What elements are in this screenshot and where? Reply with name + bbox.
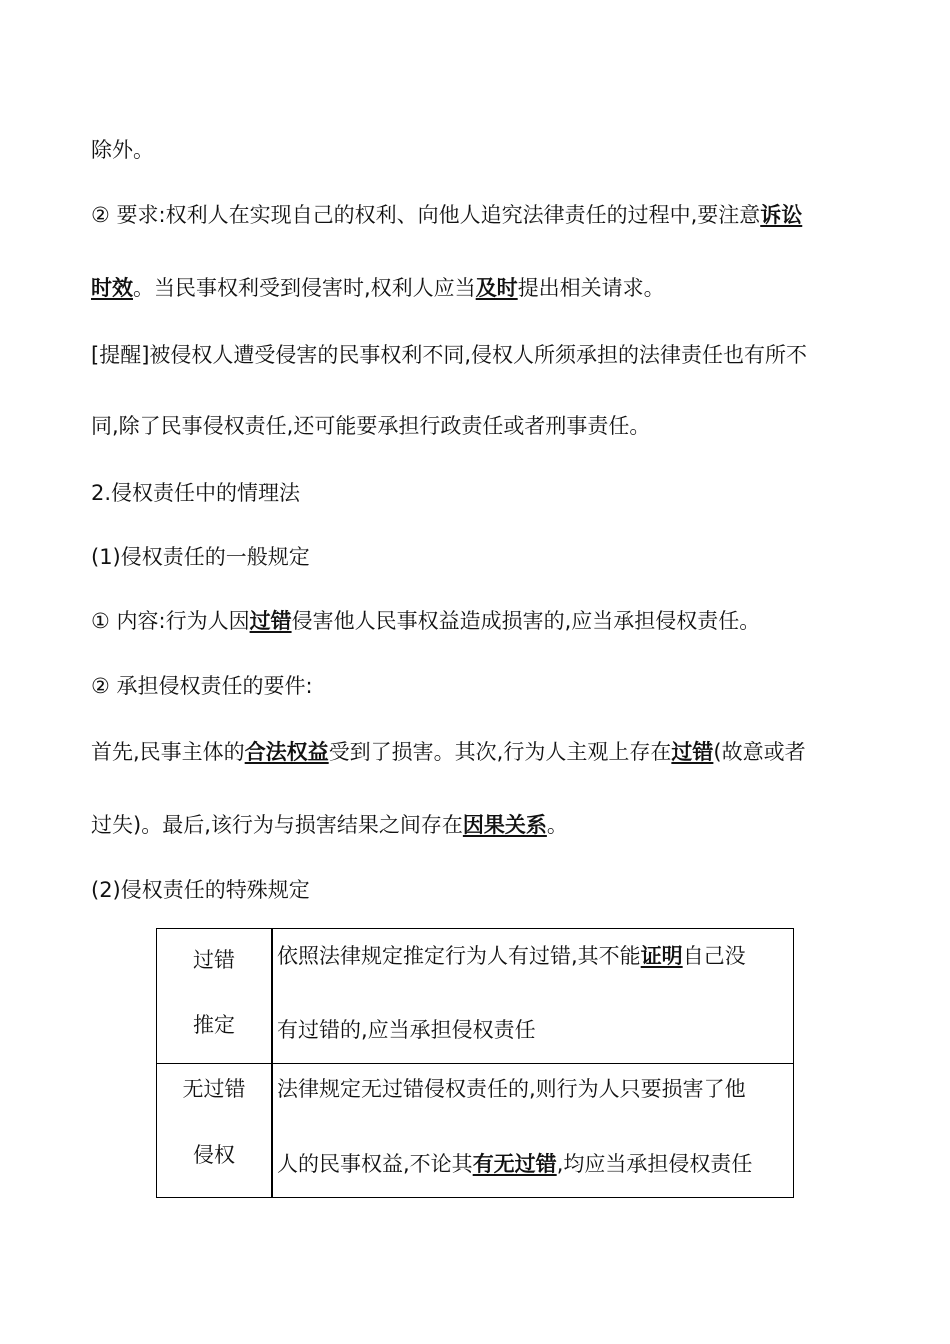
text: 依照法律规定推定行为人有过错,其不能 (277, 944, 641, 968)
paragraph-elements-detail (91, 737, 806, 767)
row-text-line (277, 941, 746, 971)
text: 除外。 (91, 138, 154, 162)
text: 2.侵权责任中的情理法 (91, 481, 301, 505)
paragraph-continuation (91, 135, 154, 165)
text: 。 (546, 813, 568, 837)
table-row (157, 1064, 793, 1196)
keyword-fault-or-not: 有无过错 (472, 1152, 557, 1176)
keyword-prove: 证明 (640, 944, 683, 968)
row-label-line: 过错 (193, 948, 235, 972)
subsection-heading-general (91, 542, 310, 572)
text: [提醒]被侵权人遭受侵害的民事权利不同,侵权人所须承担的法律责任也有所不 (91, 343, 808, 367)
row-label-line: 无过错 (182, 1077, 246, 1101)
paragraph-reminder-cont (91, 411, 650, 441)
text: ,均应当承担侵权责任 (556, 1152, 753, 1176)
keyword-fault: 过错 (671, 740, 714, 764)
paragraph-elements-detail-cont (91, 810, 568, 840)
paragraph-requirement-cont (91, 273, 665, 303)
paragraph-requirement (91, 200, 802, 230)
paragraph-elements (91, 671, 313, 701)
table-row (157, 929, 793, 1064)
text: 提出相关请求。 (517, 276, 665, 300)
row-text-line (277, 1074, 746, 1104)
text: (2)侵权责任的特殊规定 (91, 878, 310, 902)
row-label-line: 侵权 (193, 1143, 235, 1167)
text: 首先,民事主体的 (91, 740, 245, 764)
subsection-heading-special (91, 875, 310, 905)
text: ① 内容:行为人因 (91, 609, 250, 633)
row-text-line (277, 1015, 536, 1045)
keyword-fault: 过错 (249, 609, 292, 633)
section-heading (91, 478, 300, 508)
text: (故意或者 (713, 740, 806, 764)
text: 同,除了民事侵权责任,还可能要承担行政责任或者刑事责任。 (91, 414, 651, 438)
keyword-legal-rights: 合法权益 (244, 740, 329, 764)
text: (1)侵权责任的一般规定 (91, 545, 310, 569)
text: 侵害他人民事权益造成损害的,应当承担侵权责任。 (291, 609, 761, 633)
text: 自己没 (682, 944, 746, 968)
row-text-line (277, 1149, 752, 1179)
text: 法律规定无过错侵权责任的,则行为人只要损害了他 (277, 1077, 746, 1101)
text: 受到了损害。其次,行为人主观上存在 (328, 740, 672, 764)
text: ② 承担侵权责任的要件: (91, 674, 313, 698)
paragraph-content (91, 606, 760, 636)
text: 过失)。最后,该行为与损害结果之间存在 (91, 813, 463, 837)
row-label-line: 推定 (193, 1013, 235, 1037)
keyword-statute: 诉讼 (760, 203, 803, 227)
text: 。当民事权利受到侵害时,权利人应当 (133, 276, 476, 300)
paragraph-reminder (91, 340, 807, 370)
special-rules-table (156, 928, 794, 1198)
text: ② 要求:权利人在实现自己的权利、向他人追究法律责任的过程中,要注意 (91, 203, 761, 227)
text: 人的民事权益,不论其 (277, 1152, 473, 1176)
keyword-limitation: 时效 (91, 276, 133, 300)
text: 有过错的,应当承担侵权责任 (277, 1018, 536, 1042)
keyword-timely: 及时 (475, 276, 518, 300)
keyword-causation: 因果关系 (462, 813, 547, 837)
